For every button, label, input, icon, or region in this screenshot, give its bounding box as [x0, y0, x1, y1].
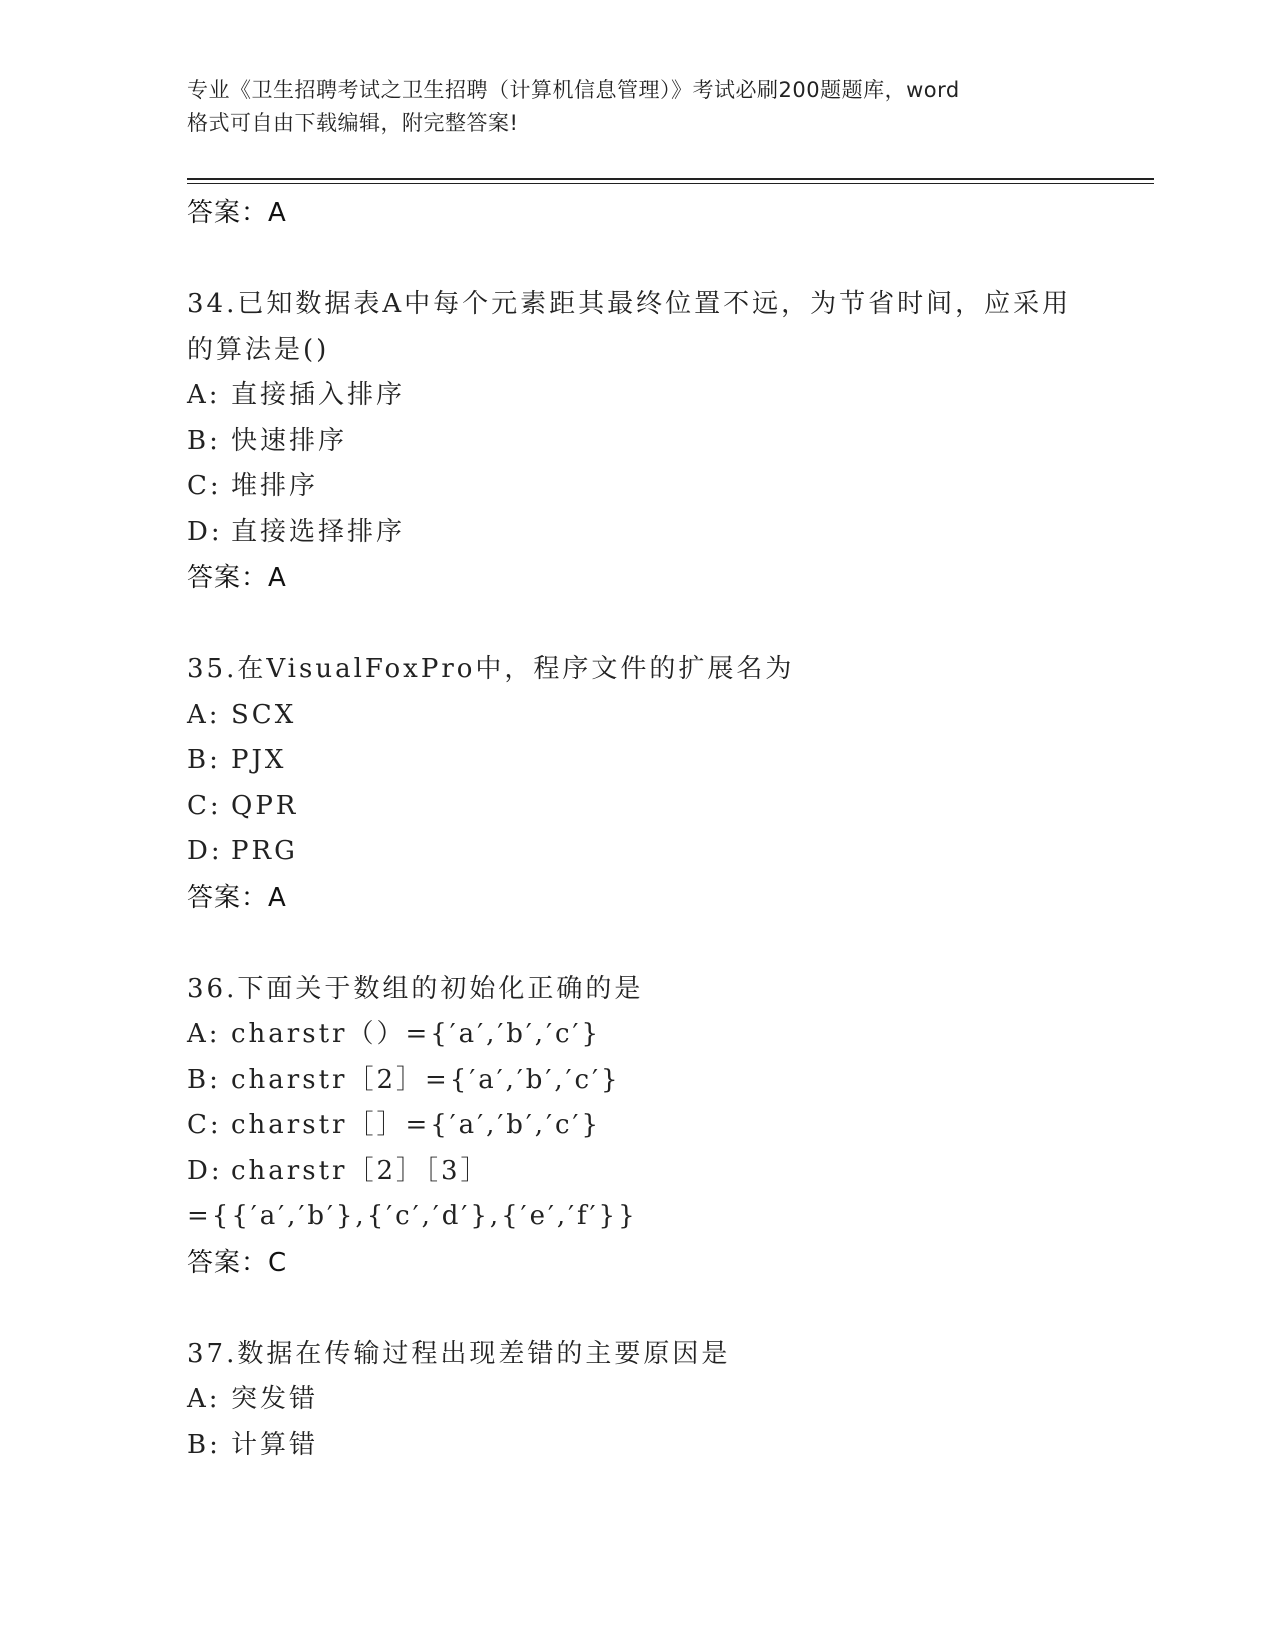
option-b [187, 1058, 1117, 1104]
option-text: PJX [231, 745, 287, 775]
option-b [187, 419, 1117, 465]
option-text: 计算错 [231, 1429, 319, 1460]
option-letter: B: [187, 1064, 221, 1095]
document-header [187, 74, 1087, 140]
question-stem: 36.下面关于数组的初始化正确的是 [187, 973, 644, 1004]
question-35 [187, 647, 1117, 921]
option-text: charstr［］={′a′,′b′,′c′} [231, 1110, 601, 1140]
option-letter: C: [187, 790, 222, 821]
option-letter: C: [187, 471, 222, 501]
option-text: 快速排序 [231, 425, 348, 456]
option-letter: A: [187, 699, 221, 730]
option-a [187, 1377, 1117, 1423]
option-letter: A: [187, 1019, 221, 1049]
option-letter: A: [187, 1384, 221, 1414]
header-divider-thick [187, 178, 1154, 180]
header-title-line-2: 格式可自由下载编辑，附完整答案! [187, 111, 519, 135]
option-d [187, 510, 1117, 556]
question-stem: 37.数据在传输过程出现差错的主要原因是 [187, 1338, 731, 1369]
answer: 答案：C [187, 1247, 288, 1278]
header-divider-thin [187, 183, 1154, 184]
spacer [187, 236, 1117, 282]
option-b [187, 738, 1117, 784]
option-a [187, 373, 1117, 419]
option-text: 堆排序 [231, 471, 319, 501]
option-d [187, 1149, 1117, 1195]
option-text: PRG [231, 836, 298, 866]
option-text: QPR [231, 790, 299, 821]
option-text: charstr（）={′a′,′b′,′c′} [231, 1019, 601, 1049]
option-letter: A: [187, 380, 221, 410]
option-a [187, 1012, 1117, 1058]
option-c [187, 464, 1117, 510]
previous-answer: 答案：A [187, 198, 287, 228]
question-34 [187, 282, 1117, 601]
header-title-line-1: 专业《卫生招聘考试之卫生招聘（计算机信息管理）》考试必刷200题题库，word [187, 78, 960, 102]
option-text: 突发错 [231, 1384, 319, 1414]
option-text: 直接插入排序 [231, 380, 406, 410]
option-letter: D: [187, 1155, 223, 1186]
question-stem: 34.已知数据表A中每个元素距其最终位置不远，为节省时间，应采用 [187, 289, 1072, 319]
option-letter: B: [187, 425, 221, 456]
option-text: 直接选择排序 [231, 516, 406, 547]
option-c [187, 1103, 1117, 1149]
option-letter: C: [187, 1110, 222, 1140]
option-d-continuation: ={{′a′,′b′},{′c′,′d′},{′e′,′f′}} [187, 1201, 638, 1231]
question-stem-continuation: 的算法是() [187, 334, 330, 365]
option-text: charstr［2］［3］ [231, 1155, 490, 1186]
option-d [187, 829, 1117, 875]
spacer [187, 601, 1117, 647]
option-b [187, 1423, 1117, 1469]
spacer [187, 1286, 1117, 1332]
answer: 答案：A [187, 563, 287, 593]
option-letter: D: [187, 516, 223, 547]
option-letter: D: [187, 836, 223, 866]
option-a [187, 693, 1117, 739]
question-37 [187, 1332, 1117, 1469]
option-letter: B: [187, 745, 221, 775]
answer: 答案：A [187, 882, 287, 913]
question-36 [187, 967, 1117, 1286]
question-list [187, 190, 1117, 1468]
option-letter: B: [187, 1429, 221, 1460]
option-text: SCX [231, 699, 297, 730]
question-stem: 35.在VisualFoxPro中，程序文件的扩展名为 [187, 654, 795, 684]
spacer [187, 921, 1117, 967]
option-c [187, 784, 1117, 830]
option-text: charstr［2］={′a′,′b′,′c′} [231, 1064, 621, 1095]
